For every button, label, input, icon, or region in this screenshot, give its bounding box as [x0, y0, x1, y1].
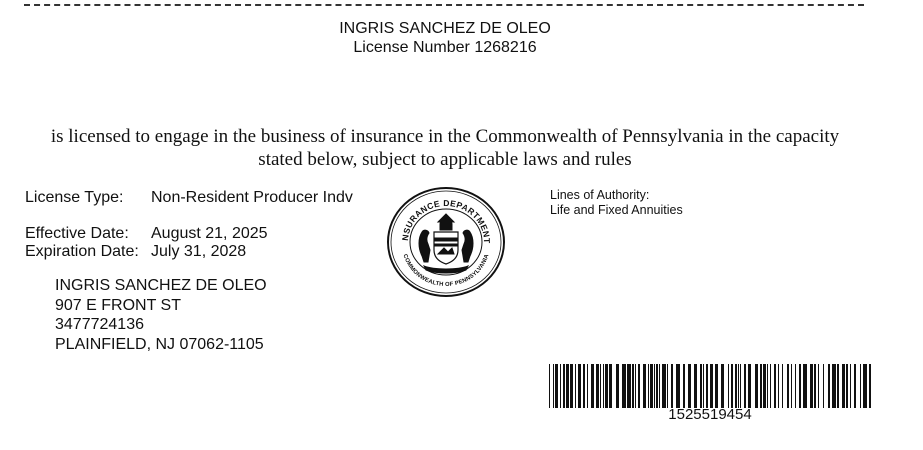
barcode-bar: [627, 364, 631, 408]
barcode-bar: [748, 364, 751, 408]
barcode-bar: [688, 364, 691, 408]
barcode-bar: [603, 364, 604, 408]
barcode-bar: [810, 364, 813, 408]
barcode-bar: [591, 364, 594, 408]
barcode-bar: [643, 364, 646, 408]
barcode-bar: [710, 364, 713, 408]
barcode-bar: [578, 364, 581, 408]
barcode-bar: [659, 364, 660, 408]
barcode-bar: [740, 364, 741, 408]
barcode-bar: [823, 364, 824, 408]
barcode-bar: [782, 364, 783, 408]
address-name: INGRIS SANCHEZ DE OLEO: [55, 277, 267, 294]
barcode-bar: [596, 364, 599, 408]
barcode-bar: [616, 364, 619, 408]
barcode-bar: [755, 364, 758, 408]
barcode-bar: [605, 364, 608, 408]
license-type-value: Non-Resident Producer Indv: [151, 189, 353, 206]
barcode-bar: [763, 364, 766, 408]
barcode-bar: [706, 364, 708, 408]
barcode-bar: [818, 364, 819, 408]
barcode-bar: [667, 364, 668, 408]
barcode-bar: [676, 364, 680, 408]
license-type-label: License Type:: [25, 189, 124, 206]
statement-line-1: is licensed to engage in the business of insurance in the Commonwealth of Pennsylvania in the capacity: [50, 126, 840, 147]
barcode-bar: [869, 364, 871, 408]
lines-of-authority: [550, 188, 683, 218]
barcode-bar: [715, 364, 718, 408]
barcode-bar: [563, 364, 565, 408]
barcode-bar: [814, 364, 816, 408]
license-holder-header: [0, 19, 890, 57]
barcode-bar: [774, 364, 776, 408]
license-number: License Number 1268216: [353, 39, 537, 56]
barcode-bar: [846, 364, 848, 408]
mailing-address: [55, 276, 267, 354]
barcode-bar: [731, 364, 733, 408]
barcode-bar: [560, 364, 561, 408]
barcode-bar: [700, 364, 702, 408]
barcode-bar: [566, 364, 569, 408]
address-street: 907 E FRONT ST: [55, 296, 181, 314]
barcode-bar: [570, 364, 573, 408]
barcode-bar: [600, 364, 601, 408]
seal-top-text: NSURANCE DEPARTMENT: [399, 197, 493, 244]
authority-heading: Lines of Authority:: [550, 188, 650, 202]
barcode-bar: [828, 364, 830, 408]
barcode-bar: [587, 364, 588, 408]
barcode-bar: [735, 364, 737, 408]
insurance-department-seal-icon: [384, 184, 508, 300]
seal-bottom-text: COMMONWEALTH OF PENNSYLVANIA: [401, 253, 491, 289]
statement-line-2: stated below, subject to applicable laws and rules: [258, 149, 632, 170]
barcode-bar: [795, 364, 796, 408]
barcode-number: 1525519454: [668, 406, 752, 423]
barcode-bar: [738, 364, 739, 408]
barcode-bar: [583, 364, 585, 408]
barcode-bar: [837, 364, 839, 408]
barcode-bar: [787, 364, 789, 408]
license-statement: [0, 125, 890, 171]
expiration-date-label: Expiration Date:: [25, 243, 139, 260]
barcode-bar: [832, 364, 836, 408]
barcode-bar: [860, 364, 861, 408]
barcode-bar: [791, 364, 792, 408]
barcode-bar: [721, 364, 724, 408]
holder-name: INGRIS SANCHEZ DE OLEO: [339, 20, 551, 37]
barcode-bar: [648, 364, 649, 408]
expiration-date-value: July 31, 2028: [151, 243, 247, 260]
barcode-bar: [650, 364, 653, 408]
barcode-bar: [656, 364, 658, 408]
barcode-bar: [638, 364, 640, 408]
barcode-bar: [703, 364, 704, 408]
barcode-bar: [863, 364, 867, 408]
barcode-bar: [744, 364, 746, 408]
barcode-bar: [778, 364, 779, 408]
barcode-bar: [609, 364, 612, 408]
barcode-bar: [767, 364, 768, 408]
barcode-bar: [803, 364, 807, 408]
barcode-bar: [850, 364, 851, 408]
barcode-bar: [770, 364, 771, 408]
cut-line: [24, 4, 864, 6]
barcode-bar: [654, 364, 655, 408]
barcode-bar: [662, 364, 666, 408]
barcode-bar: [728, 364, 729, 408]
effective-date-value: August 21, 2025: [151, 225, 268, 242]
effective-date-label: Effective Date:: [25, 225, 129, 242]
address-phone: 3477724136: [55, 316, 144, 333]
barcode-bar: [760, 364, 762, 408]
barcode-bar: [671, 364, 673, 408]
barcode-bar: [553, 364, 554, 408]
barcode: [549, 364, 871, 408]
barcode-bar: [694, 364, 697, 408]
address-city: PLAINFIELD, NJ 07062-1105: [55, 335, 264, 353]
barcode-bar: [799, 364, 801, 408]
barcode-bar: [683, 364, 685, 408]
barcode-bar: [622, 364, 626, 408]
barcode-bar: [555, 364, 558, 408]
barcode-bar: [842, 364, 845, 408]
barcode-bar: [632, 364, 634, 408]
barcode-bar: [575, 364, 576, 408]
authority-item: Life and Fixed Annuities: [550, 203, 683, 217]
barcode-bar: [549, 364, 550, 408]
barcode-bar: [854, 364, 856, 408]
barcode-bar: [635, 364, 636, 408]
